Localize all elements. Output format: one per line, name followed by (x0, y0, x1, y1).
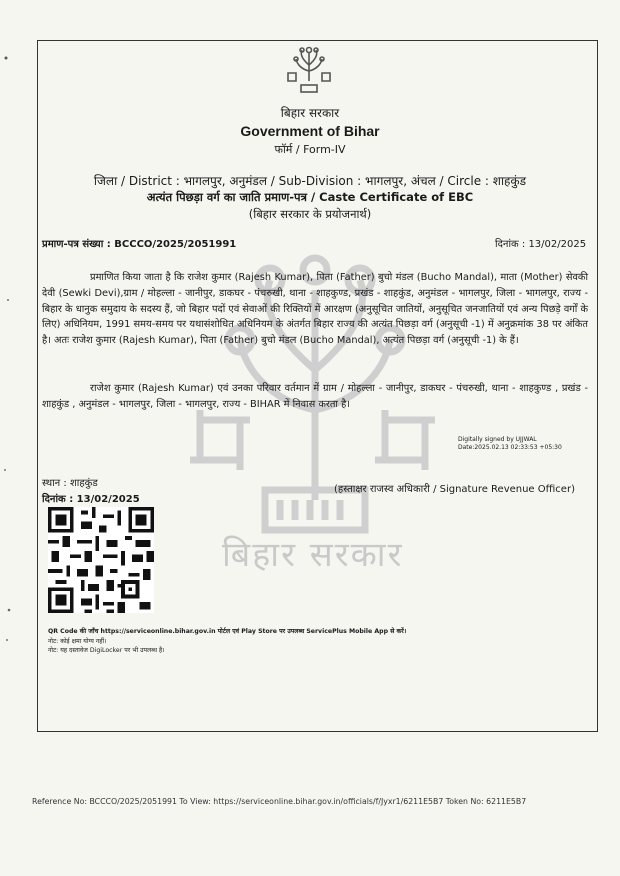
certificate-date: दिनांक : 13/02/2025 (495, 239, 587, 250)
district-line: जिला / District : भागलपुर, अनुमंडल / Sub-Division : भागलपुर, अंचल / Circle : शाहकुंड (93, 174, 527, 188)
digital-signature-name: Digitally signed by UJJWAL (458, 436, 537, 443)
reference-line: Reference No: BCCCO/2025/2051991 To View: https://serviceonline.bihar.gov.in/officials/f/Jyxr1/6211E5B7 Token No: 6211E5B7 (32, 797, 527, 806)
certificate-number: प्रमाण-पत्र संख्या : BCCCO/2025/2051991 (42, 239, 237, 250)
digital-signature (458, 436, 562, 452)
form-number: फॉर्म / Form-IV (274, 143, 346, 156)
qr-note-2: नोट: कोई क्षमा योग्य नहीं। (48, 638, 107, 645)
bihar-emblem-logo (284, 45, 334, 97)
issue-date-label: दिनांक : 13/02/2025 (42, 494, 140, 505)
govt-english-title: Government of Bihar (240, 123, 380, 139)
residence-paragraph: राजेश कुमार (Rajesh Kumar) एवं उनका परिवार वर्तमान में ग्राम / मोहल्ला - जानीपुर, डाकघर - पंचरुखी, थाना - शाहकुण्ड , प्रखंड - शाहकुंड , अनुमंडल - भागलपुर, जिला - भागलपुर, राज्य - BIHAR में निवास करता है। (42, 383, 588, 410)
purpose-line: (बिहार सरकार के प्रयोजनार्थ) (248, 207, 372, 221)
place-label: स्थान : शाहकुंड (42, 478, 98, 489)
signature-officer-label: (हस्ताक्षर राजस्व अधिकारी / Signature Revenue Officer) (334, 484, 575, 495)
digilocker-note: नोट: यह दस्तावेज DigiLocker पर भी उपलब्ध है। (48, 647, 165, 654)
certificate-title: अत्यंत पिछड़ा वर्ग का जाति प्रमाण-पत्र / Caste Certificate of EBC (146, 190, 474, 204)
qr-code[interactable] (48, 507, 154, 613)
certification-paragraph: प्रमाणित किया जाता है कि राजेश कुमार (Rajesh Kumar), पिता (Father) बुचो मंडल (Bucho Mandal), माता (Mother) सेवकी देवी (Sewki Devi),ग्राम / मोहल्ला - जानीपुर, डाकघर - पंचरुखी, थाना - शाहकुण्ड, प्रखंड - शाहकुंड, अनुमंडल - भागलपुर, जिला - भागलपुर, राज्य - बिहार के धानुक समुदाय के सदस्य हैं, जो बिहार पदों एवं सेवाओं की रिक्तियों में आरक्षण (अनुसूचित जातियों, अनुसूचित जनजातियों एवं अन्य पिछड़े वर्गों के लिए) अधिनियम, 1991 समय-समय पर यथासंशोधित अधिनियम के अंतर्गत बिहार राज्य की अत्यंत पिछड़ा वर्ग (अनुसूची -1) में अनुक्रमांक 38 पर अंकित है। अतः राजेश कुमार (Rajesh Kumar), पिता (Father) बुचो मंडल (Bucho Mandal), अत्यंत पिछड़ा वर्ग (अनुसूची -1) के हैं। (42, 272, 588, 347)
watermark-text: बिहार सरकार (222, 535, 404, 575)
digital-signature-date: Date:2025.02.13 02:33:53 +05:30 (458, 444, 562, 451)
qr-verify-note: QR Code की जाँच https://serviceonline.bihar.gov.in पोर्टल एवं Play Store पर उपलब्ध ServicePlus Mobile App से करें। (48, 628, 407, 635)
govt-hindi-title: बिहार सरकार (280, 106, 340, 120)
